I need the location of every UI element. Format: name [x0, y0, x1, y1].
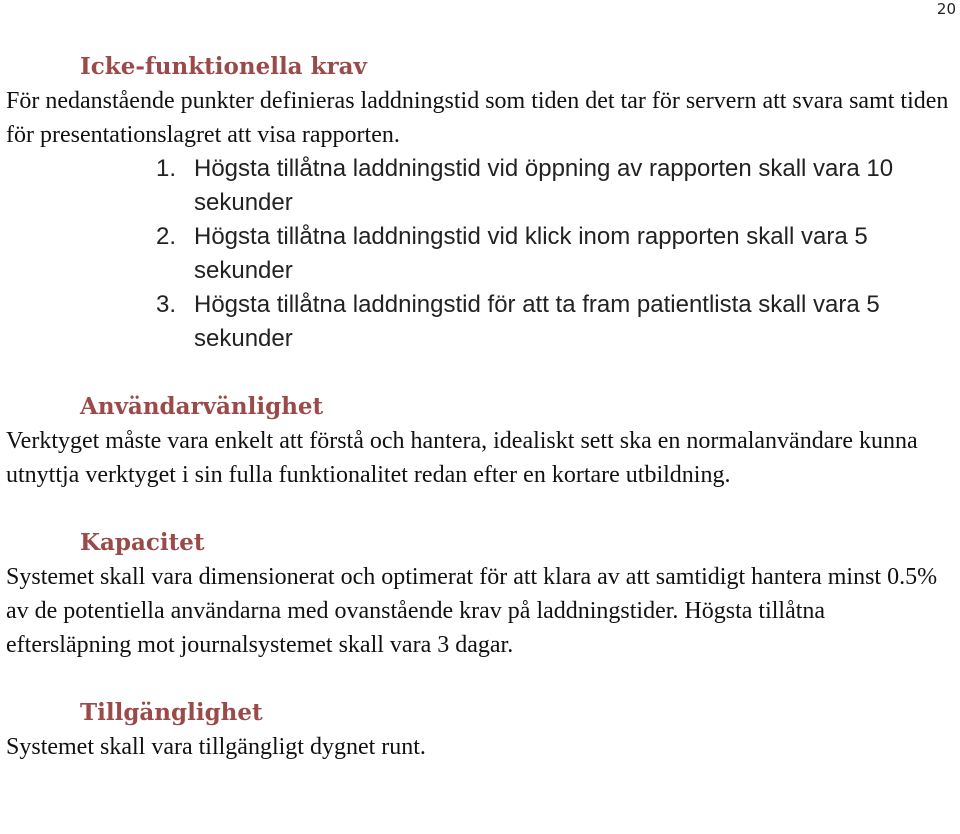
list-item	[6, 288, 956, 356]
page-number: 20	[936, 0, 956, 18]
section-spacer	[6, 662, 956, 696]
list-item	[6, 152, 956, 220]
requirements-list	[6, 152, 956, 356]
heading-tillganglighet: Tillgänglighet	[80, 699, 263, 726]
paragraph-laddningstid: För nedanstående punkter definieras laddningstid som tiden det tar för servern att svara samt tiden för presentationslagret att visa rapporten.	[6, 88, 949, 148]
section-spacer	[6, 356, 956, 390]
heading-icke-funktionella-krav: Icke-funktionella krav	[80, 53, 367, 80]
paragraph-tillganglighet: Systemet skall vara tillgängligt dygnet runt.	[6, 734, 426, 760]
list-number: 1.	[156, 155, 177, 182]
list-text: Högsta tillåtna laddningstid vid klick inom rapporten skall vara 5 sekunder	[194, 223, 868, 284]
section-spacer	[6, 492, 956, 526]
list-text: Högsta tillåtna laddningstid för att ta fram patientlista skall vara 5 sekunder	[194, 291, 880, 352]
list-number: 2.	[156, 223, 177, 250]
list-text: Högsta tillåtna laddningstid vid öppning av rapporten skall vara 10 sekunder	[194, 155, 894, 216]
document-body	[6, 50, 956, 764]
heading-anvandarvanlighet: Användarvänlighet	[80, 393, 324, 420]
list-number: 3.	[156, 291, 177, 318]
paragraph-anvandarvanlighet: Verktyget måste vara enkelt att förstå och hantera, idealiskt sett ska en normalanvändare kunna utnyttja verktyget i sin fulla funktionalitet redan efter en kortare utbildning.	[6, 428, 918, 488]
paragraph-kapacitet: Systemet skall vara dimensionerat och optimerat för att klara av att samtidigt hantera minst 0.5% av de potentiella användarna med ovanstående krav på laddningstider. Högsta tillåtna eftersläpning mot journalsystemet skall vara 3 dagar.	[6, 564, 938, 658]
heading-kapacitet: Kapacitet	[80, 529, 205, 556]
list-item	[6, 220, 956, 288]
